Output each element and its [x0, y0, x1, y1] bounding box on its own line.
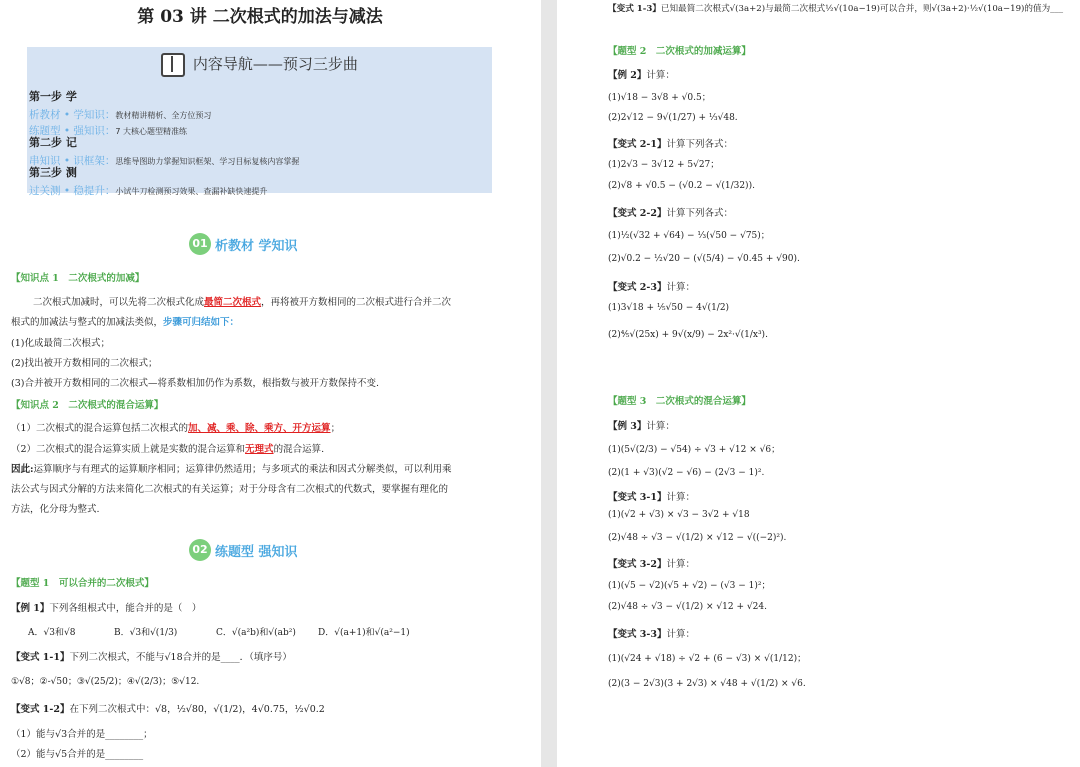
step1-b-desc: 7 大核心题型精准练	[115, 127, 188, 136]
kp2-line-3: 运算顺序与有理式的运算顺序相同；运算律仍然适用；与多项式的乘法和因式分解类似，可以利用乘	[33, 464, 452, 475]
example-2-text: 计算：	[646, 70, 675, 81]
section-2-heading	[189, 539, 298, 561]
step3-a-desc: 小试牛刀检测预习效果、查漏补缺快速提升	[115, 187, 268, 196]
section-1-heading	[189, 233, 298, 255]
variant-1-2-label: 【变式 1-2】	[11, 704, 70, 715]
kp1-step-2: (2)找出被开方数相同的二次根式；	[11, 358, 158, 369]
variant-2-2-q1: (1)½(√32 + √64) − ⅓(√50 − √75)；	[608, 231, 770, 241]
kp1-text-2: 根式的加减法与整式的加减法类似，	[11, 317, 164, 328]
variant-1-2-q1: （1）能与√3合并的是________；	[11, 729, 153, 740]
nav-title: 内容导航——预习三步曲	[192, 55, 358, 73]
knowledge-point-1: 【知识点 1 二次根式的加减】	[11, 273, 145, 284]
variant-3-2-text: 计算：	[666, 559, 695, 570]
step1-a-label: 析教材 • 学知识：	[29, 109, 116, 121]
example-1-label: 【例 1】	[11, 603, 50, 614]
variant-1-2-text: 在下列二次根式中：√8，½√80，√(1/2)，4√0.75，½√0.2	[69, 704, 325, 715]
question-type-3: 【题型 3 二次根式的混合运算】	[608, 396, 751, 407]
kp2-therefore: 因此:	[11, 464, 34, 475]
kp2-highlight-ops: 加、减、乘、除、乘方、开方运算	[188, 423, 331, 434]
variant-3-2-q2: (2)√48 ÷ √3 − √(1/2) × √12 + √24.	[608, 602, 767, 612]
variant-1-3-label: 【变式 1-3】	[608, 4, 661, 14]
page-gap	[541, 0, 557, 767]
variant-3-3-q2: (2)(3 − 2√3)(3 + 2√3) × √48 + √(1/2) × √6.	[608, 679, 806, 689]
example-2-q2: (2)2√12 − 9√(1/27) + ⅓√48.	[608, 113, 738, 123]
lesson-title: 第 03 讲 二次根式的加法与减法	[137, 7, 383, 27]
kp2-highlight-irrational: 无理式	[245, 444, 274, 455]
variant-3-3-label: 【变式 3-3】	[608, 629, 667, 640]
kp1-text-cont: ，再将被开方数相同的二次根式进行合并二次	[261, 297, 452, 308]
variant-2-3-q1: (1)3√18 + ⅕√50 − 4√(1/2)	[608, 303, 730, 313]
example-1-option-c: C．√(a²b)和√(ab²)	[216, 628, 296, 638]
knowledge-point-2: 【知识点 2 二次根式的混合运算】	[11, 400, 164, 411]
variant-2-1-q1: (1)2√3 − 3√12 + 5√27；	[608, 160, 720, 170]
variant-3-1-label: 【变式 3-1】	[608, 492, 667, 503]
kp2-line-2-end: 的混合运算.	[273, 444, 325, 455]
example-1-option-b: B．√3和√(1/3)	[114, 628, 178, 638]
example-3-text: 计算：	[646, 421, 675, 432]
variant-1-1-options: ①√8；②-√50；③√(25/2)；④√(2/3)；⑤√12.	[11, 677, 200, 687]
variant-3-1-q2: (2)√48 ÷ √3 − √(1/2) × √12 − √((−2)²).	[608, 533, 787, 543]
kp1-text: 二次根式加减时，可以先将二次根式化成	[33, 297, 205, 308]
variant-3-1-text: 计算：	[666, 492, 695, 503]
variant-3-1-q1: (1)(√2 + √3) × √3 − 3√2 + √18	[608, 510, 750, 520]
variant-1-3-text: 已知最简二次根式√(3a+2)与最简二次根式½√(10a−19)可以合并，则√(3a+2)·½√(10a−19)的值为___	[660, 4, 1064, 14]
right-page	[557, 0, 1080, 767]
variant-2-3-label: 【变式 2-3】	[608, 282, 667, 293]
kp1-steps-intro: 步骤可归结如下：	[163, 317, 240, 328]
variant-2-2-q2: (2)√0.2 − ½√20 − (√(5/4) − √0.45 + √90).	[608, 254, 800, 264]
kp2-line-1: （1）二次根式的混合运算包括二次根式的	[11, 423, 189, 434]
variant-3-2-q1: (1)(√5 − √2)(√5 + √2) − (√3 − 1)²；	[608, 581, 771, 591]
example-2-q1: (1)√18 − 3√8 + √0.5；	[608, 93, 711, 103]
step3-title: 第三步 测	[29, 166, 77, 179]
step2-title: 第二步 记	[29, 136, 77, 149]
example-1-option-a: A．√3和√8	[28, 628, 76, 638]
kp1-highlight: 最简二次根式	[204, 297, 262, 308]
example-3-label: 【例 3】	[608, 421, 647, 432]
variant-2-1-q2: (2)√8 + √0.5 − (√0.2 − √(1/32)).	[608, 181, 755, 191]
book-icon	[161, 53, 185, 77]
section-2-number: 02	[189, 539, 211, 561]
variant-2-3-text: 计算：	[666, 282, 695, 293]
step1-title: 第一步 学	[29, 90, 77, 103]
question-type-1: 【题型 1 可以合并的二次根式】	[11, 578, 154, 589]
variant-1-1-text: 下列二次根式，不能与√18合并的是____．（填序号）	[69, 652, 292, 663]
variant-3-2-label: 【变式 3-2】	[608, 559, 667, 570]
example-3-q1: (1)(5√(2/3) − √54) ÷ √3 + √12 × √6；	[608, 445, 781, 455]
step2-a-desc: 思维导图助力掌握知识框架、学习目标复核内容掌握	[115, 157, 300, 166]
section-2-title: 练题型 强知识	[215, 544, 298, 560]
kp2-line-5: 方法，化分母为整式.	[11, 504, 100, 515]
content-nav-box	[27, 47, 492, 197]
variant-2-3-q2: (2)⅘√(25x) + 9√(x/9) − 2x²·√(1/x³).	[608, 330, 768, 340]
variant-3-3-q1: (1)(√24 + √18) ÷ √2 + (6 − √3) × √(1/12)；	[608, 654, 807, 664]
kp1-step-1: (1)化成最简二次根式；	[11, 338, 110, 349]
variant-1-1-label: 【变式 1-1】	[11, 652, 70, 663]
kp2-line-4: 法公式与因式分解的方法来简化二次根式的有关运算；对于分母含有二次根式的代数式，要掌握有理化的	[11, 484, 449, 495]
kp2-line-1-end: ；	[330, 423, 341, 434]
example-2-label: 【例 2】	[608, 70, 647, 81]
step2-a-label: 串知识 • 识框架：	[29, 155, 116, 167]
variant-3-3-text: 计算：	[666, 629, 695, 640]
variant-2-2-label: 【变式 2-2】	[608, 208, 667, 219]
example-1-text: 下列各组根式中，能合并的是（ ）	[49, 603, 202, 614]
kp1-step-3: (3)合并被开方数相同的二次根式—将系数相加仍作为系数，根指数与被开方数保持不变.	[11, 378, 379, 389]
variant-2-2-text: 计算下列各式：	[666, 208, 733, 219]
variant-2-1-text: 计算下列各式：	[666, 139, 733, 150]
kp2-line-2: （2）二次根式的混合运算实质上就是实数的混合运算和	[11, 444, 246, 455]
section-1-title: 析教材 学知识	[215, 238, 298, 254]
step3-a-label: 过关测 • 稳提升：	[29, 185, 116, 197]
variant-2-1-label: 【变式 2-1】	[608, 139, 667, 150]
section-1-number: 01	[189, 233, 211, 255]
variant-1-2-q2: （2）能与√5合并的是________	[11, 749, 144, 760]
step1-a-desc: 教材精讲精析、全方位预习	[115, 111, 212, 120]
question-type-2: 【题型 2 二次根式的加减运算】	[608, 46, 751, 57]
example-3-q2: (2)(1 + √3)(√2 − √6) − (2√3 − 1)².	[608, 468, 765, 478]
example-1-option-d: D．√(a+1)和√(a²−1)	[318, 628, 410, 638]
step1-b-label: 练题型 • 强知识：	[29, 125, 116, 137]
